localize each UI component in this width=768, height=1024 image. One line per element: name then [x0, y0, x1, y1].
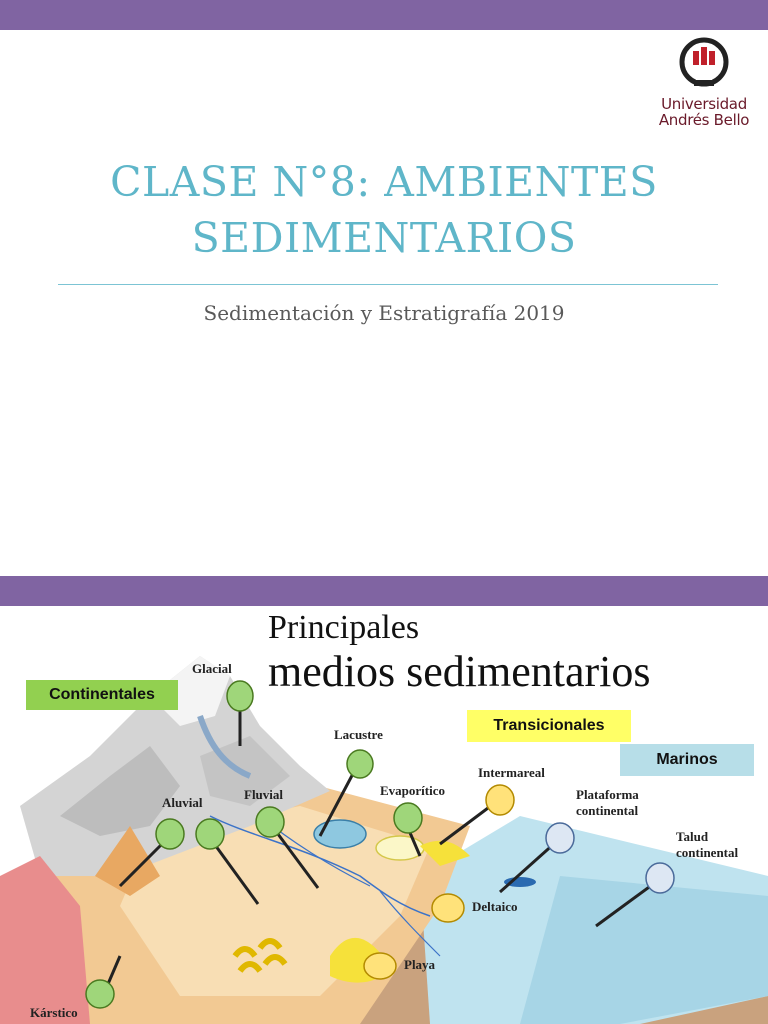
diagram-heading-line1: Principales [268, 609, 420, 646]
label-aluvial: Aluvial [162, 795, 203, 810]
slide-title: CLASE N°8: AMBIENTES SEDIMENTARIOS [110, 158, 658, 262]
university-name-line1: Universidad [661, 95, 747, 113]
label-karstico: Kárstico [30, 1005, 78, 1020]
label-plataforma-line2: continental [576, 803, 639, 818]
label-lacustre: Lacustre [334, 727, 383, 742]
university-logo [648, 36, 760, 132]
label-playa: Playa [404, 957, 436, 972]
label-talud-line2: continental [676, 845, 739, 860]
label-deltaico: Deltaico [472, 899, 518, 914]
label-fluvial: Fluvial [244, 787, 284, 802]
university-name-line2: Andrés Bello [658, 111, 750, 129]
slide-accent-bar [0, 0, 768, 30]
title-divider [58, 284, 718, 285]
content-slide [0, 576, 768, 1024]
diagram-heading-line2: medios sedimentarios [268, 647, 651, 696]
marine-category-tag: Marinos [620, 744, 754, 776]
university-seal-icon [674, 36, 734, 94]
label-talud-line1: Talud [676, 829, 709, 844]
transitional-category-tag: Transicionales [467, 710, 631, 742]
continental-category-tag: Continentales [26, 680, 178, 710]
label-glacial: Glacial [192, 661, 232, 676]
label-plataforma-line1: Plataforma [576, 787, 639, 802]
label-intermareal: Intermareal [478, 765, 545, 780]
label-evaporitico: Evaporítico [380, 783, 445, 798]
slide-subtitle: Sedimentación y Estratigrafía 2019 [203, 301, 565, 325]
